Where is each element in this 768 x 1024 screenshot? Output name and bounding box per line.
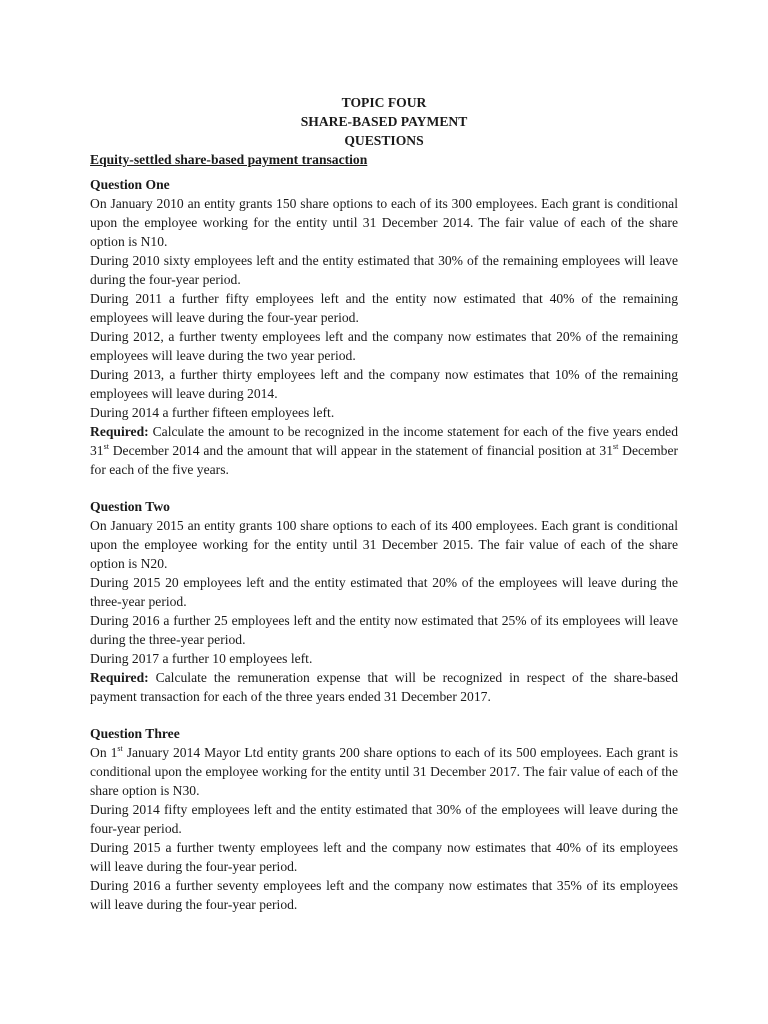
section-heading: Equity-settled share-based payment transaction xyxy=(90,152,368,167)
question-two-paragraph: During 2016 a further 25 employees left and the entity now estimated that 25% of its employees will leave during the three-year period. xyxy=(90,613,678,647)
ordinal-suffix: st xyxy=(103,442,109,451)
topic-subtitle: SHARE-BASED PAYMENT xyxy=(300,114,468,129)
question-three-paragraph: During 2014 fifty employees left and the entity estimated that 30% of the employees will leave during the four-year period. xyxy=(90,802,678,836)
required-label: Required: xyxy=(90,670,149,685)
question-one-paragraph: During 2014 a further fifteen employees left. xyxy=(90,405,335,420)
question-two-paragraph: On January 2015 an entity grants 100 share options to each of its 400 employees. Each grant is conditional upon the employee working for the entity until 31 December 2015. The fair value of each of the share option is N20. xyxy=(90,518,678,571)
document-page xyxy=(90,93,678,914)
question-three-paragraph: During 2016 a further seventy employees left and the company now estimates that 35% of its employees will leave during the four-year period. xyxy=(90,878,678,912)
question-two-paragraph: During 2017 a further 10 employees left. xyxy=(90,651,313,666)
ordinal-suffix: st xyxy=(117,744,123,753)
required-text: Calculate the amount to be recognized in the income statement for each of the five years ended 31 xyxy=(90,424,678,458)
required-text: December 2014 and the amount that will appear in the statement of financial position at 31 xyxy=(108,443,613,458)
question-one-paragraph: During 2011 a further fifty employees left and the entity now estimated that 40% of the remaining employees will leave during the four-year period. xyxy=(90,291,678,325)
question-one-paragraph: On January 2010 an entity grants 150 share options to each of its 300 employees. Each grant is conditional upon the employee working for the entity until 31 December 2014. The fair value of each of the share option is N10. xyxy=(90,196,678,249)
required-text: December for each of the five years. xyxy=(90,443,678,477)
question-three-paragraph: During 2015 a further twenty employees left and the company now estimates that 40% of its employees will leave during the four-year period. xyxy=(90,840,678,874)
question-one-title: Question One xyxy=(90,177,170,192)
ordinal-suffix: st xyxy=(613,442,619,451)
topic-questions-label: QUESTIONS xyxy=(344,133,424,148)
question-three-paragraph xyxy=(90,743,678,800)
question-two-paragraph: During 2015 20 employees left and the entity estimated that 20% of the employees will leave during the three-year period. xyxy=(90,575,678,609)
question-two-title: Question Two xyxy=(90,499,170,514)
question-one-paragraph: During 2013, a further thirty employees left and the company now estimates that 10% of the remaining employees will leave during 2014. xyxy=(90,367,678,401)
required-label: Required: xyxy=(90,424,149,439)
question-three-title: Question Three xyxy=(90,726,180,741)
question-one-paragraph: During 2010 sixty employees left and the entity estimated that 30% of the remaining employees will leave during the four-year period. xyxy=(90,253,678,287)
paragraph-text: On 1 xyxy=(90,745,118,760)
question-two-required xyxy=(90,668,678,706)
question-one-required xyxy=(90,422,678,479)
paragraph-text: January 2014 Mayor Ltd entity grants 200 share options to each of its 500 employees. Each grant is conditional upon the employee working for the entity until 31 December 2017. The fair value of each of the share option is N30. xyxy=(90,745,679,798)
question-one-paragraph: During 2012, a further twenty employees left and the company now estimates that 20% of the remaining employees will leave during the two year period. xyxy=(90,329,678,363)
topic-title: TOPIC FOUR xyxy=(341,95,427,110)
required-text: Calculate the remuneration expense that will be recognized in respect of the share-based payment transaction for each of the three years ended 31 December 2017. xyxy=(90,670,678,704)
